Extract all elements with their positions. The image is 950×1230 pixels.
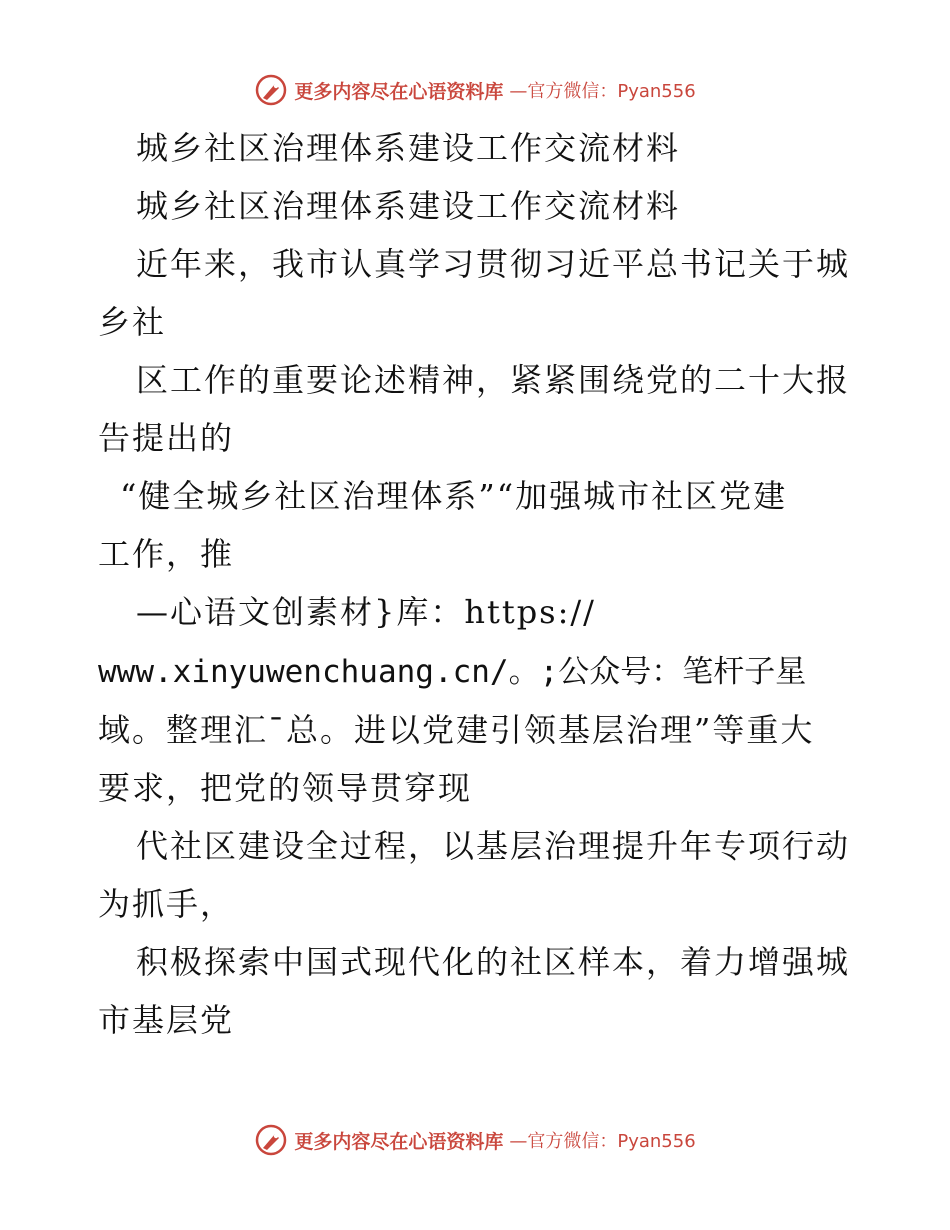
paragraph-line: —心语文创素材}库：https:// — [136, 593, 596, 631]
paragraph-line: 代社区建设全过程，以基层治理提升年专项行动 — [136, 827, 851, 865]
paragraph-line: 市基层党 — [98, 1001, 235, 1039]
watermark-text: 更多内容尽在心语资料库 — [294, 80, 504, 103]
watermark-wechat: —官方微信：Pyan556 — [509, 81, 696, 102]
footer-watermark — [0, 1120, 950, 1160]
doc-title-repeat: 城乡社区治理体系建设工作交流材料 — [136, 187, 681, 225]
paragraph-line: 区工作的重要论述精神，紧紧围绕党的二十大报 — [136, 361, 851, 399]
paragraph-line: 域。整理汇¯总。进以党建引领基层治理”等重大 — [98, 711, 815, 749]
paragraph-line: 近年来，我市认真学习贯彻习近平总书记关于城 — [136, 245, 851, 283]
paragraph-line: 积极探索中国式现代化的社区样本，着力增强城 — [136, 943, 851, 981]
watermark-text: 更多内容尽在心语资料库 — [294, 1130, 504, 1153]
pen-nib-logo-icon — [254, 1123, 288, 1157]
paragraph-line: 工作，推 — [98, 535, 235, 573]
paragraph-line: 乡社 — [98, 303, 167, 341]
doc-title: 城乡社区治理体系建设工作交流材料 — [136, 129, 681, 167]
paragraph-line: 告提出的 — [98, 419, 235, 457]
paragraph-line: “健全城乡社区治理体系”“加强城市社区党建 — [120, 477, 788, 515]
watermark-wechat: —官方微信：Pyan556 — [509, 1131, 696, 1152]
paragraph-line: 为抓手， — [98, 885, 235, 923]
paragraph-line: 要求，把党的领导贯穿现 — [98, 769, 473, 807]
paragraph-line: www.xinyuwenchuang.cn/。;公众号：笔杆子星 — [98, 654, 807, 690]
